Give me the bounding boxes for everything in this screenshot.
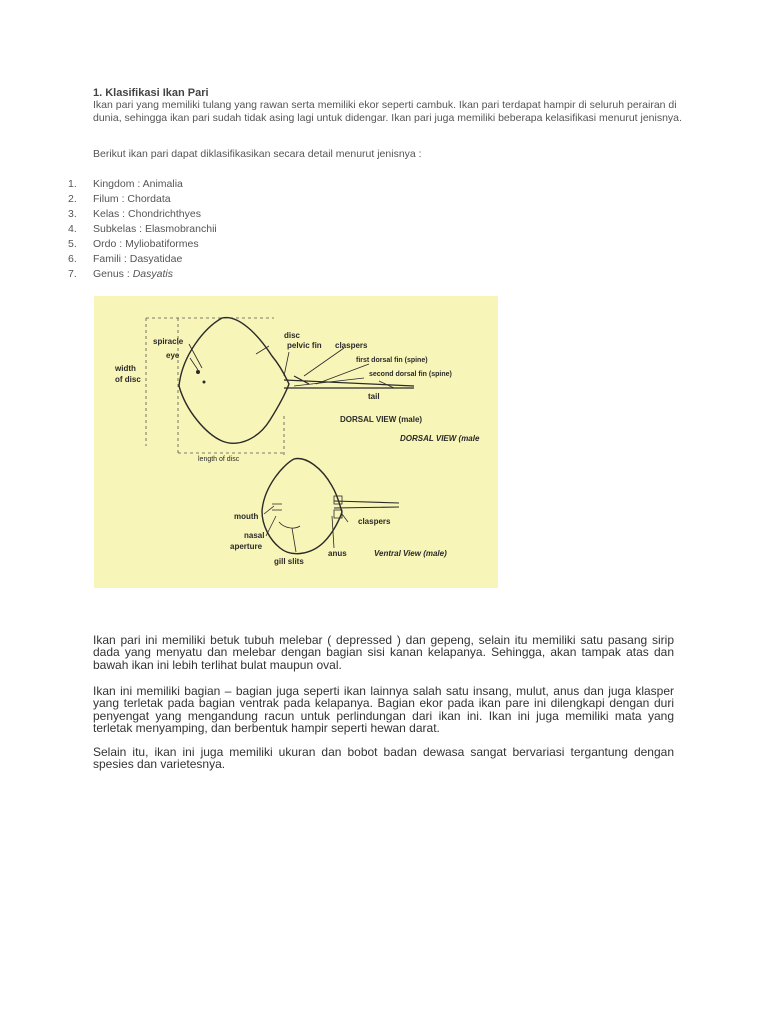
body-paragraph-1: Ikan pari ini memiliki betuk tubuh melebar ( depressed ) dan gepeng, selain itu memiliki satu pasang sirip dada yang menyatu dan melebar dengan bagian sisi kanan kelapanya. Sehingga, akan tampak atas dan bawah ikan ini lebih terlihat bulat maupun oval. — [93, 633, 674, 672]
list-number: 5. — [68, 238, 77, 250]
dorsal-eye — [196, 370, 200, 374]
label-second-dorsal-fin: second dorsal fin (spine) — [369, 371, 452, 378]
list-value-genus: Dasyatis — [132, 268, 173, 280]
list-number: 6. — [68, 253, 77, 265]
label-anus: anus — [328, 549, 347, 558]
list-item — [68, 192, 468, 207]
list-label: Famili : — [93, 253, 130, 265]
label-gill-slits: gill slits — [274, 557, 304, 566]
label-pelvic-fin: pelvic fin — [287, 341, 322, 350]
list-value: Chordata — [127, 193, 171, 205]
list-value: Chondrichthyes — [128, 208, 201, 220]
list-item — [68, 177, 468, 192]
body-paragraph-2: Ikan ini memiliki bagian – bagian juga seperti ikan lainnya salah satu insang, mulut, anus dan juga klasper yang terletak pada bagian ventrak pada kelapanya. Bagian ekor pada ikan pare ini dilengkapi dengan duri penyengat yang mengandung racun untuk perlindungan dari ikan ini. Ikan ini juga memiliki mata yang terletak menyamping, dan berbentuk hampir seperti hewan darat. — [93, 684, 674, 735]
list-label: Kelas : — [93, 208, 129, 220]
label-first-dorsal-fin: first dorsal fin (spine) — [356, 357, 428, 364]
label-nasal-2: aperture — [230, 542, 263, 551]
list-item — [68, 252, 468, 267]
label-ventral-view: Ventral View (male) — [374, 549, 447, 558]
list-label: Subkelas : — [93, 223, 145, 235]
list-value: Animalia — [142, 178, 183, 190]
body-paragraph-3: Selain itu, ikan ini juga memiliki ukuran dan bobot badan dewasa sangat bervariasi tergantung dengan spesies dan varietesnya. — [93, 745, 674, 772]
list-label: Filum : — [93, 193, 128, 205]
intro-classification-line: Berikut ikan pari dapat diklasifikasikan secara detail menurut jenisnya : — [93, 148, 422, 160]
list-value: Dasyatidae — [129, 253, 183, 265]
list-number: 3. — [68, 208, 77, 220]
list-label: Kingdom : — [93, 178, 143, 190]
list-number: 4. — [68, 223, 77, 235]
list-item — [68, 207, 468, 222]
label-disc: disc — [284, 331, 301, 340]
label-width-of-disc-2: of disc — [115, 375, 141, 384]
label-eye: eye — [166, 351, 180, 360]
stingray-diagram — [94, 296, 498, 588]
label-mouth: mouth — [234, 512, 259, 521]
label-tail: tail — [368, 392, 380, 401]
label-width-of-disc-1: width — [115, 364, 136, 373]
list-value: Myliobatiformes — [125, 238, 199, 250]
label-claspers-top: claspers — [335, 341, 368, 350]
label-claspers-bottom: claspers — [358, 517, 391, 526]
list-number: 7. — [68, 268, 77, 280]
intro-paragraph: Ikan pari yang memiliki tulang yang rawan serta memiliki ekor seperti cambuk. Ikan pari terdapat hampir di seluruh perairan di dunia, sehingga ikan pari sudah tidak asing lagi untuk didengar. Ikan pari juga memiliki beberapa kelasifikasi menurut jenisnya. — [93, 99, 682, 124]
stingray-diagram-svg — [94, 296, 498, 588]
list-number: 1. — [68, 178, 77, 190]
classification-list — [68, 177, 468, 282]
label-dorsal-view-1: DORSAL VIEW (male) — [340, 415, 423, 424]
list-item — [68, 237, 468, 252]
dorsal-spiracle — [203, 381, 206, 384]
label-nasal-1: nasal — [244, 531, 265, 540]
section-title: 1. Klasifikasi Ikan Pari — [93, 87, 209, 99]
list-value: Elasmobranchii — [144, 223, 217, 235]
list-label: Genus : — [93, 268, 133, 280]
label-spiracle: spiracle — [153, 337, 184, 346]
list-label: Ordo : — [93, 238, 126, 250]
label-length-of-disc: length of disc — [198, 456, 240, 463]
label-dorsal-view-2: DORSAL VIEW (male — [400, 434, 480, 443]
list-item — [68, 267, 468, 282]
list-number: 2. — [68, 193, 77, 205]
list-item — [68, 222, 468, 237]
